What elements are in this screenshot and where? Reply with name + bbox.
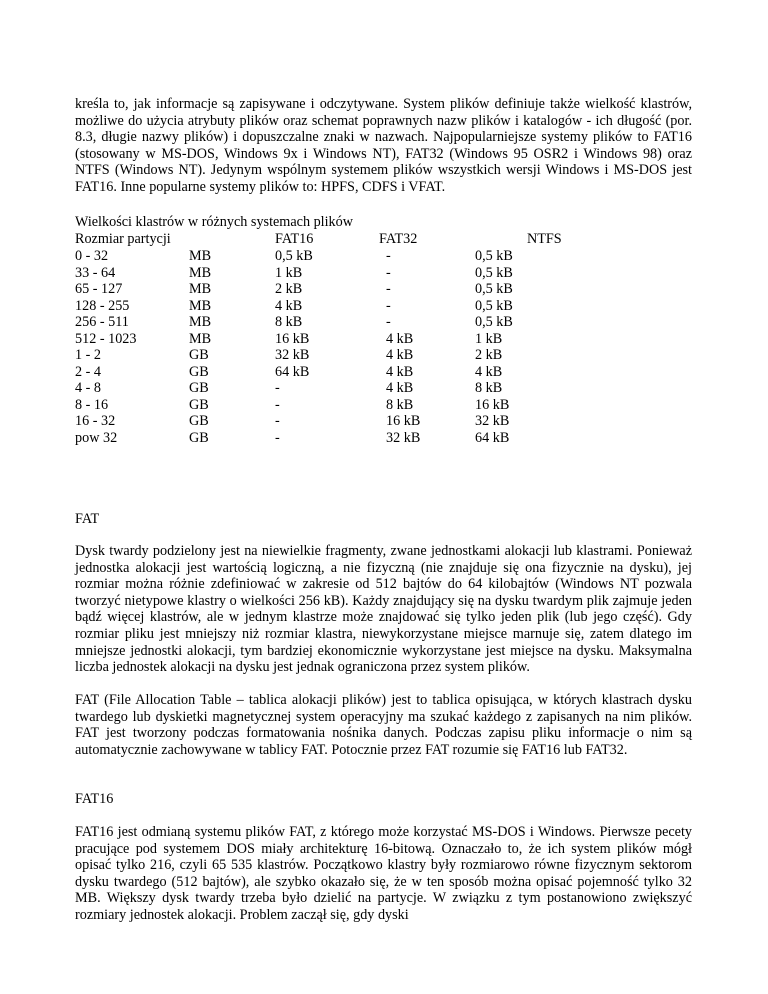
header-ntfs: NTFS: [527, 231, 562, 247]
table-row: [75, 380, 635, 397]
cell-ntfs: 64 kB: [475, 429, 510, 446]
cell-partition-range: 4 - 8: [75, 380, 102, 396]
cell-fat16: 8 kB: [275, 314, 303, 330]
cell-partition-range: 1 - 2: [75, 347, 102, 363]
table-row: [75, 331, 635, 348]
cell-partition-range: 0 - 32: [75, 248, 109, 264]
cell-ntfs: 0,5 kB: [475, 281, 513, 297]
cell-fat16: 0,5 kB: [275, 248, 313, 264]
cell-fat16: -: [275, 396, 280, 413]
cell-fat32: -: [386, 297, 391, 314]
cell-ntfs: 0,5 kB: [475, 264, 513, 281]
cell-ntfs: 0,5 kB: [475, 314, 513, 330]
cell-unit: GB: [189, 429, 209, 446]
cell-unit: MB: [189, 314, 212, 330]
cell-fat16: 2 kB: [275, 281, 303, 297]
cell-fat16: 32 kB: [275, 347, 310, 363]
fat-heading: FAT: [75, 511, 100, 527]
cell-fat16: -: [275, 380, 280, 396]
cell-unit: GB: [189, 347, 209, 363]
header-fat32: FAT32: [379, 231, 418, 247]
cell-fat16: 64 kB: [275, 363, 310, 380]
table-row: [75, 281, 635, 298]
table-row: [75, 413, 635, 430]
cell-fat32: 4 kB: [386, 380, 414, 396]
table-row: [75, 298, 635, 315]
fat16-heading: FAT16: [75, 791, 114, 807]
fat-paragraph-1: Dysk twardy podzielony jest na niewielkie fragmenty, zwane jednostkami alokacji lub klastrami. Ponieważ jednostka alokacji jest wartością logiczną, a nie fizyczną (nie znajduje się ona fizycznie na dysku), jej rozmiar można różnie zdefiniować w zakresie od 512 bajtów do 64 kilobajtów (Windows NT pozwala tworzyć nietypowe klastry o wielkości 256 kB). Każdy znajdujący się na dysku twardym plik zajmuje jeden bądź więcej klastrów, ale w jednym klastrze może znajdować się tylko jeden plik (lub jego część). Gdy rozmiar pliku jest mniejszy niż rozmiar klastra, niewykorzystane miejsce marnuje się, zatem dlatego im mniejsze jednostki alokacji, tym bardziej ekonomicznie wykorzystane jest miejsce na dysku. Maksymalna liczba jednostek alokacji na dysku jest jednak ograniczona przez system plików.: [75, 543, 692, 676]
cell-fat16: 1 kB: [275, 264, 303, 281]
table-caption: Wielkości klastrów w różnych systemach plików: [75, 214, 353, 230]
cell-partition-range: pow 32: [75, 429, 118, 446]
table-row: [75, 265, 635, 282]
cell-ntfs: 2 kB: [475, 347, 503, 363]
intro-paragraph: kreśla to, jak informacje są zapisywane i odczytywane. System plików definiuje także wielkość klastrów, możliwe do użycia atrybuty plików oraz schemat poprawnych nazw plików i katalogów - ich długość (por. 8.3, długie nazwy plików) i dopuszczalne znaki w nazwach. Najpopularniejsze systemy plików to FAT16 (stosowany w MS-DOS, Windows 9x i Windows NT), FAT32 (Windows 95 OSR2 i Windows 98) oraz NTFS (Windows NT). Jedynym wspólnym systemem plików wszystkich wersji Windows i MS-DOS jest FAT16. Inne popularne systemy plików to: HPFS, CDFS i VFAT.: [75, 96, 692, 195]
cell-unit: GB: [189, 396, 209, 413]
table-row: [75, 347, 635, 364]
cell-unit: GB: [189, 413, 209, 429]
cell-ntfs: 32 kB: [475, 413, 510, 429]
cell-unit: MB: [189, 248, 212, 264]
cell-partition-range: 2 - 4: [75, 363, 102, 380]
cell-fat32: 16 kB: [386, 413, 421, 429]
cell-unit: MB: [189, 264, 212, 281]
cell-unit: MB: [189, 281, 212, 297]
table-row: [75, 248, 635, 265]
cell-ntfs: 0,5 kB: [475, 248, 513, 264]
cell-partition-range: 128 - 255: [75, 297, 130, 314]
cell-unit: GB: [189, 380, 209, 396]
header-partition-size: Rozmiar partycji: [75, 231, 171, 247]
cell-partition-range: 512 - 1023: [75, 330, 137, 347]
table-row: [75, 430, 635, 447]
cell-unit: MB: [189, 297, 212, 314]
cell-fat32: -: [386, 314, 391, 330]
header-fat16: FAT16: [275, 231, 314, 247]
cell-ntfs: 0,5 kB: [475, 297, 513, 314]
cell-fat16: 16 kB: [275, 330, 310, 347]
fat16-paragraph: FAT16 jest odmianą systemu plików FAT, z którego może korzystać MS-DOS i Windows. Pierwsze pecety pracujące pod systemem DOS miały architekturę 16-bitową. Oznaczało to, że ich system plików mógł opisać tylko 216, czyli 65 535 klastrów. Początkowo klastry były rozmiarowo równe fizycznym sektorom dysku twardego (512 bajtów), ale szybko okazało się, że w ten sposób można opisać pojemność tylko 32 MB. Większy dysk twardy trzeba było dzielić na partycje. W związku z tym postanowiono zwiększyć rozmiary jednostek alokacji. Problem zaczął się, gdy dyski: [75, 824, 692, 923]
cell-unit: GB: [189, 363, 209, 380]
fat-paragraph-2: FAT (File Allocation Table – tablica alokacji plików) jest to tablica opisująca, w których klastrach dysku twardego lub dyskietki magnetycznej system operacyjny ma szukać każdego z zapisanych na nim plików. FAT jest tworzony podczas formatowania nośnika danych. Podczas zapisu pliku informacje o nim są automatycznie zachowywane w tablicy FAT. Potocznie przez FAT rozumie się FAT16 lub FAT32.: [75, 692, 692, 758]
cell-ntfs: 8 kB: [475, 380, 503, 396]
cell-fat32: -: [386, 248, 391, 264]
cell-fat32: -: [386, 264, 391, 281]
cell-ntfs: 16 kB: [475, 396, 510, 413]
cell-fat16: -: [275, 413, 280, 429]
cell-fat16: 4 kB: [275, 297, 303, 314]
cell-partition-range: 8 - 16: [75, 396, 109, 413]
table-row: [75, 364, 635, 381]
cell-fat32: 32 kB: [386, 429, 421, 446]
cell-fat32: 4 kB: [386, 363, 414, 380]
cell-partition-range: 33 - 64: [75, 264, 116, 281]
cell-fat16: -: [275, 429, 280, 446]
table-row: [75, 314, 635, 331]
table-header-row: [75, 231, 635, 248]
cell-fat32: 4 kB: [386, 347, 414, 363]
table-row: [75, 397, 635, 414]
cell-fat32: 4 kB: [386, 330, 414, 347]
cell-ntfs: 1 kB: [475, 330, 503, 347]
cell-partition-range: 16 - 32: [75, 413, 116, 429]
cell-unit: MB: [189, 330, 212, 347]
cell-fat32: 8 kB: [386, 396, 414, 413]
cell-ntfs: 4 kB: [475, 363, 503, 380]
cell-fat32: -: [386, 281, 391, 297]
cell-partition-range: 256 - 511: [75, 314, 129, 330]
cell-partition-range: 65 - 127: [75, 281, 123, 297]
